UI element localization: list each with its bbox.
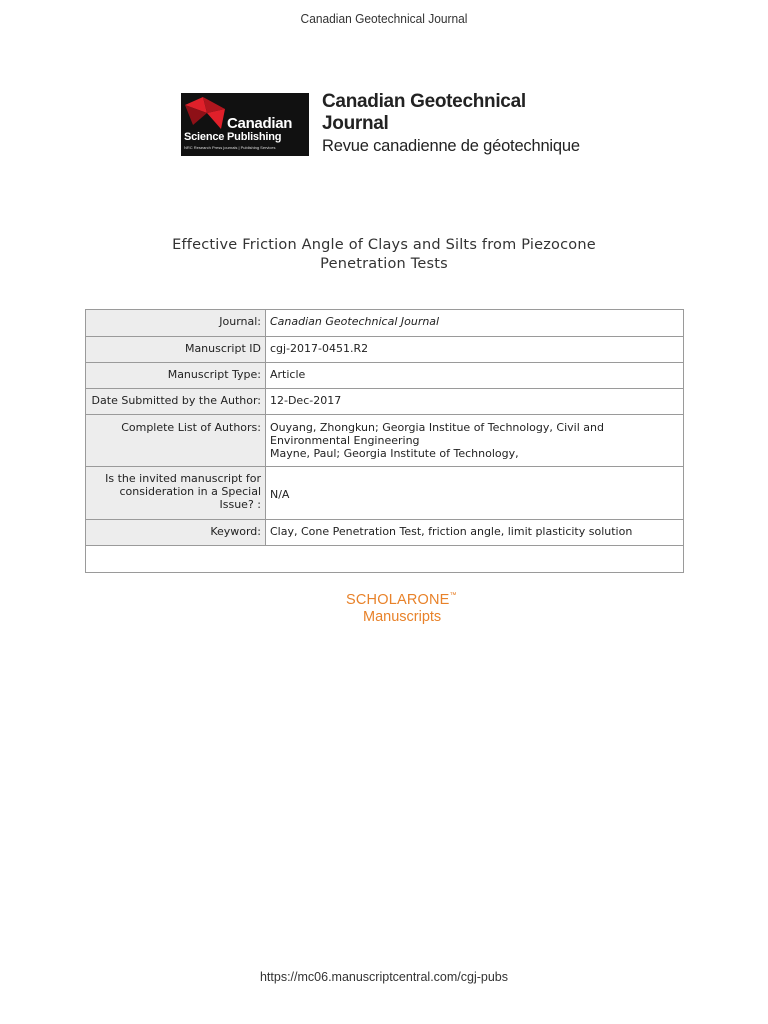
date-submitted-value: 12-Dec-2017 — [266, 389, 684, 415]
table-row-manuscript-id — [86, 337, 684, 363]
journal-label: Journal: — [86, 310, 266, 337]
journal-name-fr: Revue canadienne de géotechnique — [322, 137, 580, 155]
scholarone-trademark: ™ — [449, 592, 457, 599]
table-row-manuscript-type — [86, 363, 684, 389]
keyword-value: Clay, Cone Penetration Test, friction angle, limit plasticity solution — [266, 520, 684, 546]
scholarone-product: Manuscripts — [363, 609, 442, 625]
journal-value: Canadian Geotechnical Journal — [266, 310, 684, 337]
paper-title — [84, 236, 684, 274]
table-row-invited — [86, 467, 684, 520]
empty-cell — [86, 546, 684, 573]
keyword-label: Keyword: — [86, 520, 266, 546]
journal-name-en: Canadian Geotechnical Journal — [322, 91, 526, 134]
manuscript-type-label: Manuscript Type: — [86, 363, 266, 389]
manuscript-id-label: Manuscript ID — [86, 337, 266, 363]
author-line-2: Environmental Engineering — [270, 434, 420, 447]
table-row-journal — [86, 310, 684, 337]
journal-banner — [181, 92, 581, 156]
invited-label-line-3: Issue? : — [219, 498, 261, 511]
author-line-1: Ouyang, Zhongkun; Georgia Institue of Technology, Civil and — [270, 421, 604, 434]
table-row-empty — [86, 546, 684, 573]
title-line-1: Effective Friction Angle of Clays and Silts from Piezocone — [172, 237, 596, 253]
logo-word-science-publishing: Science Publishing — [184, 130, 282, 143]
table-row-keyword — [86, 520, 684, 546]
scholarone-brand — [346, 592, 457, 608]
table-row-date-submitted — [86, 389, 684, 415]
author-line-3: Mayne, Paul; Georgia Institute of Technology, — [270, 447, 519, 460]
logo-word-canadian: Canadian — [227, 114, 293, 132]
authors-value — [266, 415, 684, 467]
csp-logo — [181, 93, 309, 156]
manuscript-id-value: cgj-2017-0451.R2 — [266, 337, 684, 363]
table-row-authors — [86, 415, 684, 467]
journal-names — [322, 91, 581, 157]
invited-label-line-2: consideration in a Special — [119, 485, 261, 498]
invited-value: N/A — [266, 467, 684, 520]
invited-label-line-1: Is the invited manuscript for — [105, 472, 261, 485]
title-line-2: Penetration Tests — [320, 256, 448, 272]
logo-tagline: NRC Research Press journals | Publishing Services — [184, 144, 276, 150]
authors-label: Complete List of Authors: — [86, 415, 266, 467]
scholarone-brand-a: SCHOLAR — [346, 592, 418, 608]
manuscript-metadata-table — [85, 309, 684, 573]
footer-url: https://mc06.manuscriptcentral.com/cgj-pubs — [259, 970, 509, 984]
running-head: Canadian Geotechnical Journal — [300, 11, 468, 26]
manuscript-type-value: Article — [266, 363, 684, 389]
invited-label — [86, 467, 266, 520]
scholarone-logo — [346, 592, 457, 625]
scholarone-brand-b: ONE — [417, 592, 450, 608]
csp-maple-icon — [185, 95, 229, 131]
date-submitted-label: Date Submitted by the Author: — [86, 389, 266, 415]
